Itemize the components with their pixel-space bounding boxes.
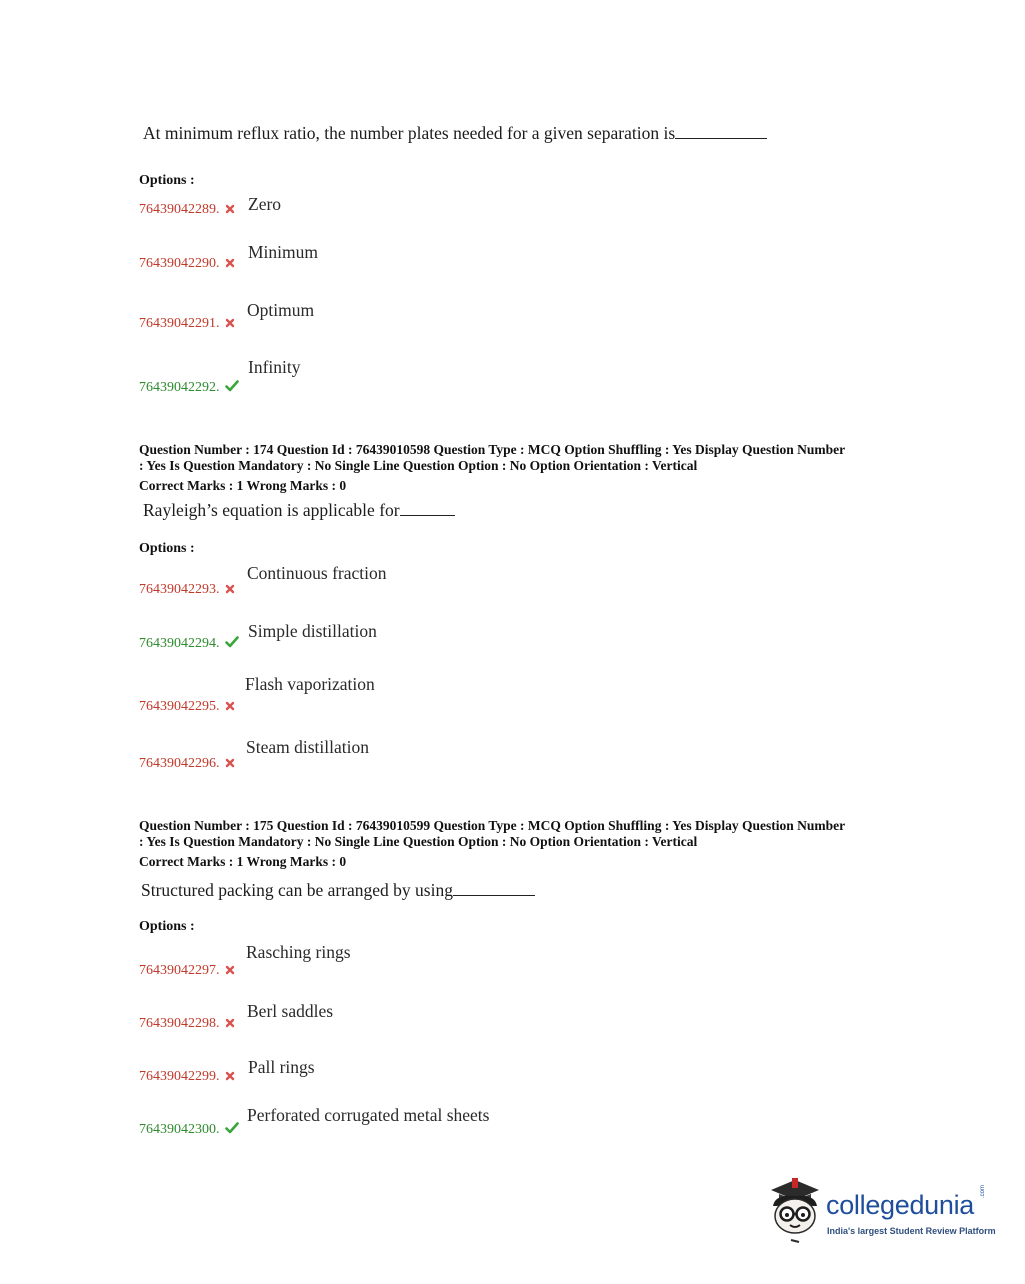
option-text: Zero bbox=[248, 194, 282, 214]
options-heading: Options : bbox=[139, 541, 195, 556]
question-meta-line: Question Number : 174 Question Id : 76439010598 Question Type : MCQ Option Shuffling : Yes Display Question Number bbox=[139, 442, 846, 457]
question-text: Structured packing can be arranged by using bbox=[141, 880, 535, 901]
option-id: 76439042292. bbox=[139, 380, 239, 397]
cross-icon bbox=[225, 203, 235, 219]
answer-blank bbox=[453, 881, 535, 896]
marks-line: Correct Marks : 1 Wrong Marks : 0 bbox=[139, 854, 347, 869]
cross-icon bbox=[225, 257, 235, 273]
cross-icon bbox=[225, 317, 235, 333]
option-text: Simple distillation bbox=[248, 621, 377, 641]
option-id: 76439042295. bbox=[139, 699, 235, 716]
question-meta-line: : Yes Is Question Mandatory : No Single Line Question Option : No Option Orientation : Vertical bbox=[139, 458, 698, 473]
cross-icon bbox=[225, 1070, 235, 1086]
cross-icon bbox=[225, 700, 235, 716]
option-id: 76439042298. bbox=[139, 1016, 235, 1033]
question-meta-line: Question Number : 175 Question Id : 76439010599 Question Type : MCQ Option Shuffling : Yes Display Question Number bbox=[139, 818, 846, 833]
option-id: 76439042290. bbox=[139, 256, 235, 273]
brand-tagline: India's largest Student Review Platform bbox=[827, 1226, 996, 1236]
option-text: Perforated corrugated metal sheets bbox=[247, 1105, 490, 1125]
cross-icon bbox=[225, 583, 235, 599]
marks-line: Correct Marks : 1 Wrong Marks : 0 bbox=[139, 478, 347, 493]
option-text: Continuous fraction bbox=[247, 563, 387, 583]
option-id: 76439042294. bbox=[139, 636, 239, 653]
option-text: Optimum bbox=[247, 300, 315, 320]
option-text: Infinity bbox=[248, 357, 301, 377]
option-id: 76439042291. bbox=[139, 316, 235, 333]
option-id: 76439042296. bbox=[139, 756, 235, 773]
brand-suffix: .com bbox=[980, 1184, 986, 1198]
options-heading: Options : bbox=[139, 173, 195, 188]
option-text: Minimum bbox=[248, 242, 319, 262]
check-icon bbox=[225, 1122, 239, 1139]
cross-icon bbox=[225, 757, 235, 773]
answer-blank bbox=[675, 124, 767, 139]
option-text: Steam distillation bbox=[246, 737, 369, 757]
cross-icon bbox=[225, 964, 235, 980]
option-id: 76439042297. bbox=[139, 963, 235, 980]
mascot-icon bbox=[765, 1176, 825, 1246]
check-icon bbox=[225, 636, 239, 653]
answer-blank bbox=[400, 501, 455, 516]
option-id: 76439042299. bbox=[139, 1069, 235, 1086]
cross-icon bbox=[225, 1017, 235, 1033]
option-text: Rasching rings bbox=[246, 942, 351, 962]
option-text: Pall rings bbox=[248, 1057, 315, 1077]
option-id: 76439042300. bbox=[139, 1122, 239, 1139]
option-id: 76439042289. bbox=[139, 202, 235, 219]
brand-name: collegedunia bbox=[826, 1190, 975, 1220]
options-heading: Options : bbox=[139, 919, 195, 934]
question-text: Rayleigh’s equation is applicable for bbox=[143, 500, 455, 521]
check-icon bbox=[225, 380, 239, 397]
option-id: 76439042293. bbox=[139, 582, 235, 599]
option-text: Flash vaporization bbox=[245, 674, 375, 694]
question-text: At minimum reflux ratio, the number plates needed for a given separation is bbox=[143, 123, 767, 144]
question-meta-line: : Yes Is Question Mandatory : No Single Line Question Option : No Option Orientation : Vertical bbox=[139, 834, 698, 849]
option-text: Berl saddles bbox=[247, 1001, 334, 1021]
